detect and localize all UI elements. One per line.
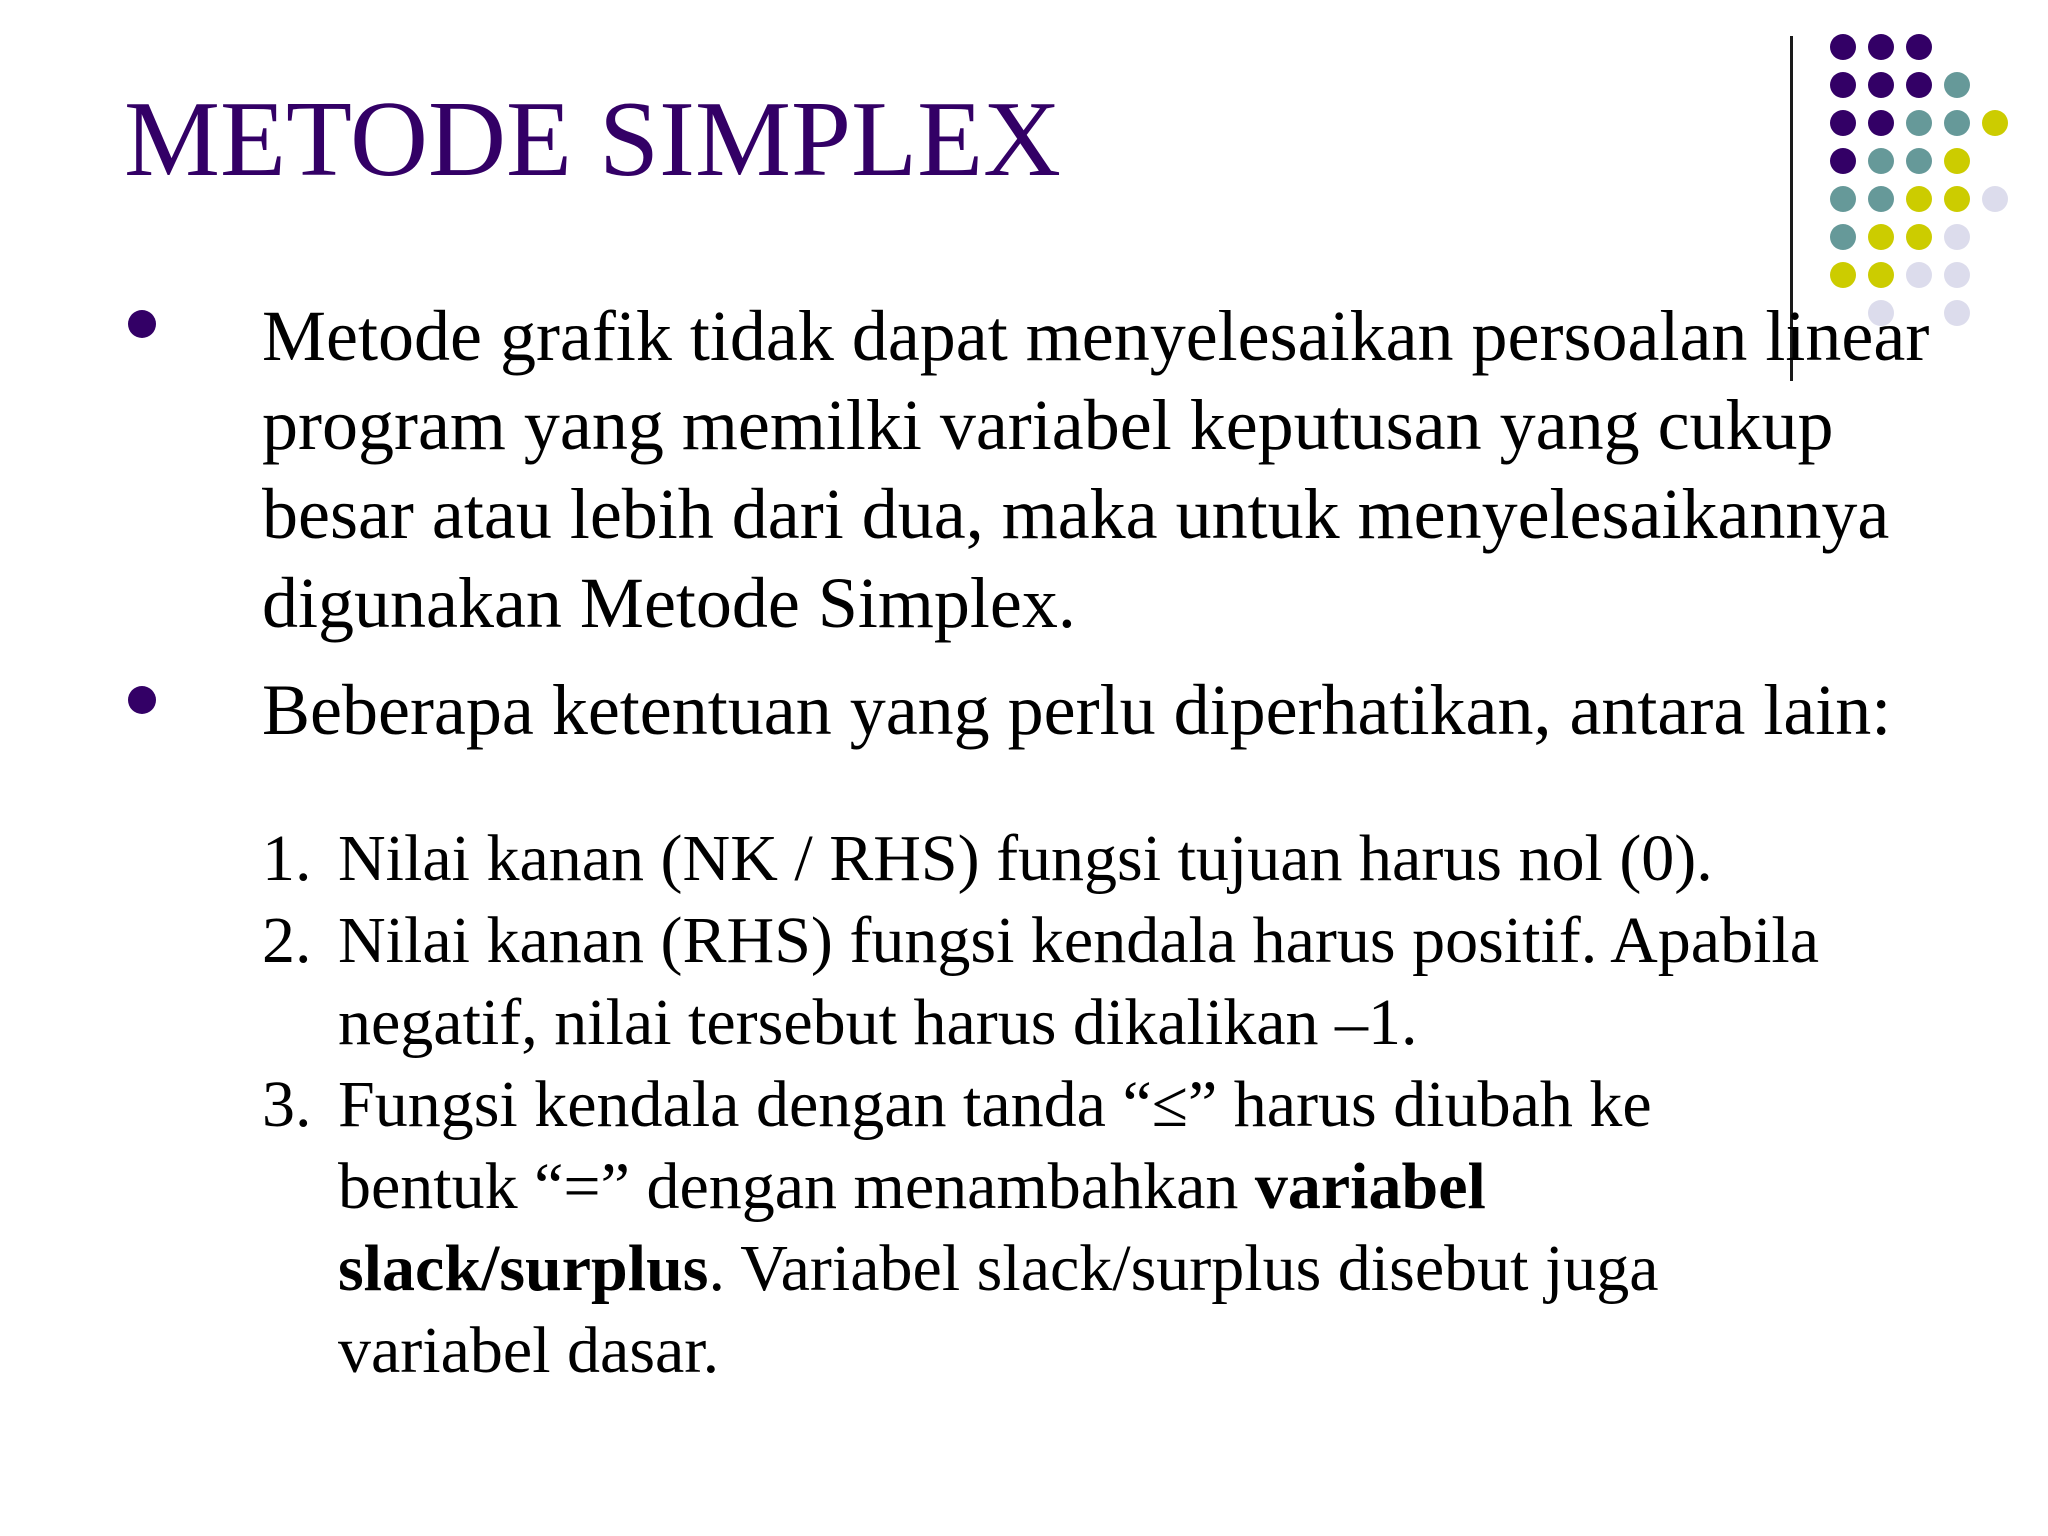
decorative-dot: [1868, 34, 1894, 60]
decorative-dot: [1944, 148, 1970, 174]
decorative-dot: [1906, 72, 1932, 98]
list-item-3-line-3-text: . Variabel slack/surplus disebut juga: [708, 1232, 1659, 1305]
list-item-3-line-2-text: bentuk “=” dengan menambahkan: [338, 1150, 1255, 1223]
decorative-dot: [1868, 72, 1894, 98]
decorative-dot-grid: [1830, 34, 2030, 334]
bullet-1-line-4: digunakan Metode Simplex.: [262, 563, 1076, 643]
list-number: 3.: [262, 1068, 312, 1141]
decorative-dot: [1906, 34, 1932, 60]
list-item-2-line-1: Nilai kanan (RHS) fungsi kendala harus positif. Apabila: [338, 904, 1820, 977]
decorative-dot: [1830, 34, 1856, 60]
list-item: [262, 900, 1962, 1064]
decorative-dot: [1868, 186, 1894, 212]
numbered-list: [262, 818, 1962, 1392]
decorative-dot: [1830, 262, 1856, 288]
decorative-dot: [1944, 186, 1970, 212]
bullet-2-line-1: Beberapa ketentuan yang perlu diperhatikan, antara lain:: [262, 670, 1892, 750]
decorative-dot: [1830, 186, 1856, 212]
bullet-1-line-2: program yang memilki variabel keputusan yang cukup: [262, 385, 1834, 465]
decorative-dot: [1982, 110, 2008, 136]
decorative-dot: [1944, 110, 1970, 136]
decorative-dot: [1906, 224, 1932, 250]
decorative-dot: [1830, 224, 1856, 250]
bullet-icon: [128, 310, 156, 338]
list-item-2-line-2: negatif, nilai tersebut harus dikalikan –1.: [338, 986, 1418, 1059]
bullet-paragraph-2: [262, 666, 2002, 755]
list-item-3-line-2: [338, 1146, 1962, 1228]
decorative-dot: [1868, 148, 1894, 174]
list-item-3-line-3: [338, 1228, 1962, 1310]
list-number: 2.: [262, 904, 312, 977]
decorative-dot: [1944, 224, 1970, 250]
decorative-dot: [1830, 72, 1856, 98]
decorative-dot: [1906, 110, 1932, 136]
list-item-3-line-4: variabel dasar.: [338, 1314, 720, 1387]
bullet-1-line-1: Metode grafik tidak dapat menyelesaikan persoalan linear: [262, 296, 1930, 376]
bullet-1-line-3: besar atau lebih dari dua, maka untuk menyelesaikannya: [262, 474, 1890, 554]
list-item: [262, 1064, 1962, 1392]
decorative-dot: [1906, 262, 1932, 288]
bullet-paragraph-1: [262, 292, 2002, 648]
decorative-dot: [1868, 224, 1894, 250]
decorative-dot: [1906, 148, 1932, 174]
list-item-3-line-1: Fungsi kendala dengan tanda “≤” harus diubah ke: [338, 1068, 1652, 1141]
slide-title: METODE SIMPLEX: [124, 80, 1062, 199]
list-item-3-bold-term: variabel: [1254, 1150, 1486, 1223]
decorative-dot: [1868, 110, 1894, 136]
decorative-dot: [1906, 186, 1932, 212]
list-number: 1.: [262, 822, 312, 895]
decorative-dot: [1868, 262, 1894, 288]
list-item: [262, 818, 1962, 900]
list-item-3-bold-term: slack/surplus: [338, 1232, 709, 1305]
list-item-1-line-1: Nilai kanan (NK / RHS) fungsi tujuan harus nol (0).: [338, 822, 1713, 895]
decorative-dot: [1830, 110, 1856, 136]
decorative-dot: [1944, 262, 1970, 288]
decorative-dot: [1944, 72, 1970, 98]
decorative-dot: [1830, 148, 1856, 174]
bullet-icon: [128, 686, 156, 714]
decorative-dot: [1982, 186, 2008, 212]
